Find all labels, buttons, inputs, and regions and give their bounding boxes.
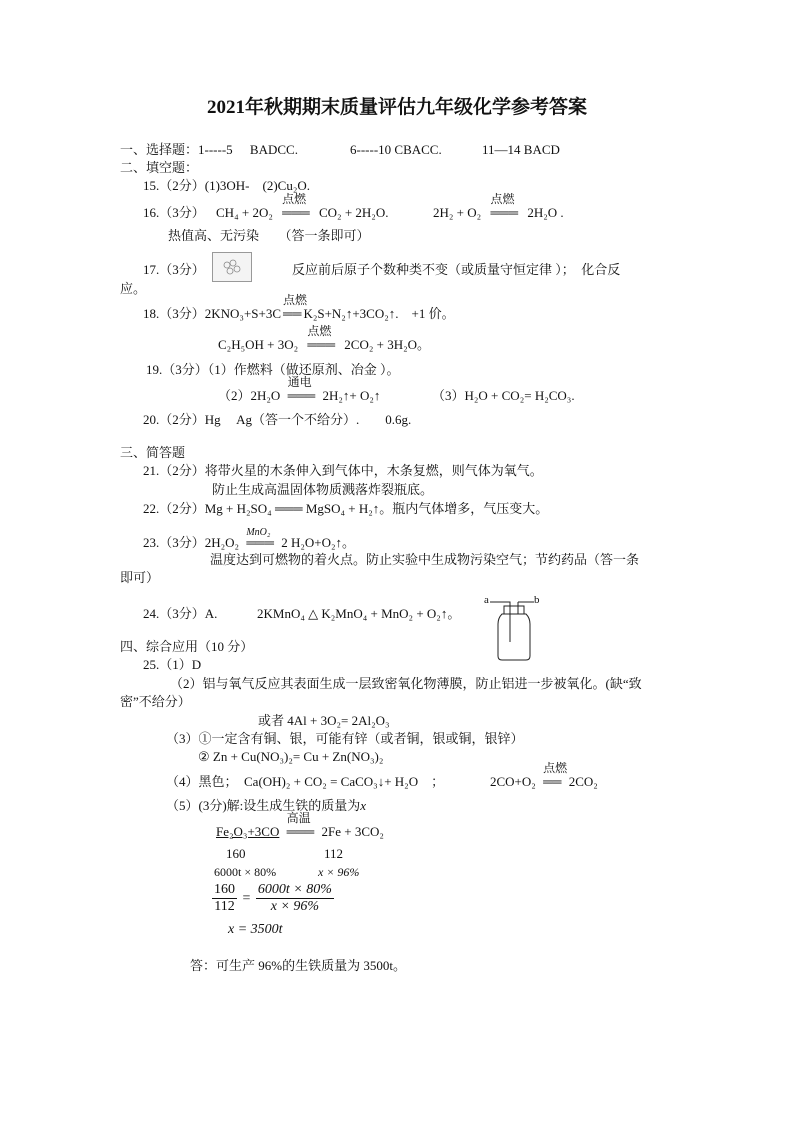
unknown-mass: x × 96%	[318, 865, 360, 879]
q20: 20.（2分）Hg Ag（答一个不给分）. 0.6g.	[143, 412, 412, 427]
page-title: 2021年秋期期末质量评估九年级化学参考答案	[206, 97, 587, 118]
q19-part3: （3）H₂O + CO₂= H₂CO₃.	[432, 388, 575, 403]
q25-part1: 25.（1）D	[143, 657, 202, 672]
q16-head: 16.（3分）	[143, 205, 205, 220]
q16-eq2: 2H₂ + O₂ 点燃 ═══ 2H₂O .	[433, 192, 564, 220]
q25-part5-equation: Fe₂O₃+3CO 高温 ═══ 2Fe + 3CO₂	[216, 811, 384, 839]
given-mass: 6000t × 80%	[214, 865, 277, 879]
q16-equations	[143, 192, 564, 221]
q25-part2-line2: 密”不给分）	[120, 694, 191, 709]
choice-range-1: 一、选择题：1-----5	[120, 142, 233, 157]
q24-head: 24.（3分）A.	[143, 606, 218, 621]
q25-part4-equation: 2CO+O₂ 点燃 ══ 2CO₂	[490, 761, 598, 789]
q17	[143, 262, 205, 278]
q23-line3: 即可）	[120, 570, 160, 585]
q21-line1: 21.（2分）将带火星的木条伸入到气体中，木条复燃，则气体为氧气。	[143, 463, 543, 478]
choice-answers-2: 6-----10 CBACC.	[350, 142, 442, 157]
q19-line1: 19.（3分）（1）作燃料（做还原剂、冶金 ）。	[146, 362, 400, 377]
q25-part3-line2: ② Zn + Cu(NO₃)₂= Cu + Zn(NO₃)₂	[198, 749, 384, 764]
q16-line2: 热值高、无污染 （答一条即可）	[168, 228, 370, 243]
q23-line2: 温度达到可燃物的着火点。防止实验中生成物污染空气；节约药品（答一条	[210, 552, 640, 567]
proportion-equation: $\frac{160}{112}$ = $\frac{6000t \times 80\%}{x \times 96\%}$	[214, 882, 332, 914]
molar-mass-112: 112	[324, 846, 344, 861]
q25-part4: （4）黑色； Ca(OH)₂ + CO₂ = CaCO₃↓+ H₂O ；	[166, 774, 445, 789]
q18-line2: C₂H₅OH + 3O₂ 点燃 ═══ 2CO₂ + 3H₂O。	[218, 324, 431, 352]
label-b: b	[534, 594, 540, 606]
q19-line2: （2）2H₂O 通电 ═══ 2H₂↑+ O₂↑	[218, 375, 381, 403]
final-answer: 答：可生产 96%的生铁质量为 3500t。	[190, 958, 406, 973]
result: x = 3500t	[228, 922, 283, 937]
q17-head: 17.（3分）	[143, 262, 205, 277]
q25-part3-line1: （3）①一定含有铜、银，可能有锌（或者铜，银或铜，银锌）	[166, 731, 524, 746]
atom-model-image	[212, 252, 252, 282]
gas-bottle-diagram	[484, 592, 544, 664]
section-3-label: 三、简答题	[120, 445, 186, 460]
q17-text: 反应前后原子个数种类不变（或质量守恒定律 ）； 化合反	[292, 262, 621, 277]
q16-eq1-condition: 点燃 ═══	[282, 192, 310, 220]
q21-line2: 防止生成高温固体物质溅落炸裂瓶底。	[212, 482, 434, 497]
section-4-label: 四、综合应用（10 分）	[120, 639, 254, 654]
q25-part5-head: （5）(3分)解:设生成生铁的质量为x	[166, 798, 367, 813]
q24-equation: 2KMnO₄ △ K₂MnO₄ + MnO₂ + O₂↑。	[257, 606, 461, 621]
q16-eq1-left: CH₄ + 2O₂	[216, 205, 273, 220]
molar-mass-160: 160	[226, 846, 246, 861]
section-2-label: 二、填空题：	[120, 160, 199, 175]
q15: 15.（2分）(1)3OH- (2)Cu₂O.	[143, 178, 311, 193]
q18-line1: 18.（3分）2KNO₃+S+3C 点燃 ══ K₂S+N₂↑+3CO₂↑. +1 价。	[143, 293, 455, 321]
q25-part2-alt: 或者 4Al + 3O₂= 2Al₂O₃	[258, 713, 390, 728]
q25-part2-line1: （2）铝与氧气反应其表面生成一层致密氧化物薄膜，防止铝进一步被氧化。(缺“致	[170, 676, 642, 691]
q23-line1: 23.（3分）2H₂O₂ MnO₂ ═══ 2 H₂O+O₂↑。	[143, 527, 356, 550]
section-1-choice	[120, 142, 560, 158]
q16-eq1-right: CO₂ + 2H₂O.	[319, 205, 389, 220]
q17-cont: 应。	[120, 281, 147, 296]
choice-answers-3: 11—14 BACD	[482, 142, 560, 157]
choice-answers-1: BADCC.	[249, 142, 298, 157]
q22: 22.（2分）Mg + H₂SO₄ ═══ MgSO₄ + H₂↑。瓶内气体增多，气压变大。	[143, 501, 549, 516]
label-a: a	[484, 594, 489, 606]
